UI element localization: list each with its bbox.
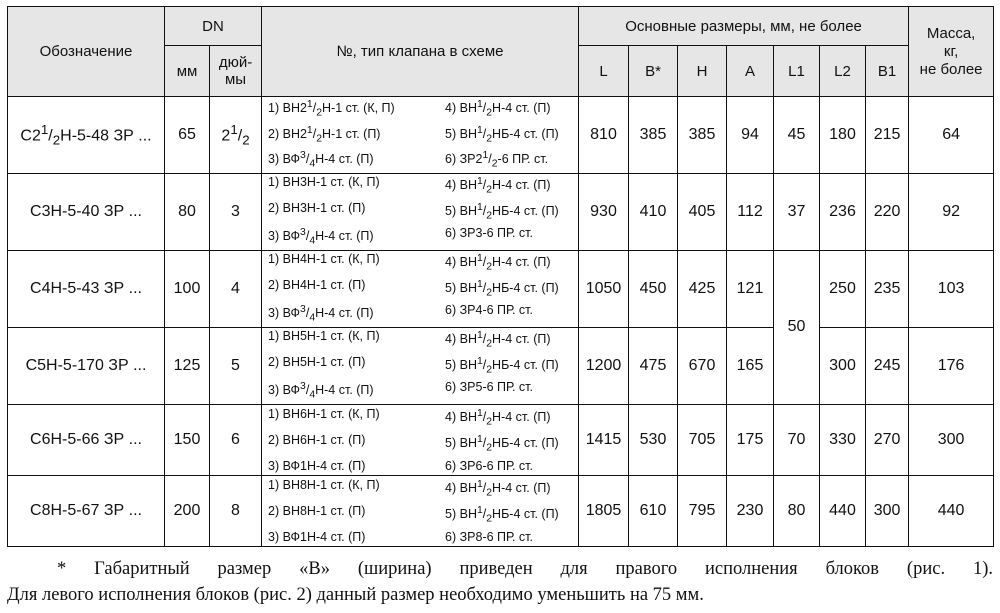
header-designation: Обозначение (8, 7, 165, 97)
valve-item: 4) $ВН^1/_2Н-4$ ст. (П) (445, 408, 551, 428)
cell-B: 610 (629, 475, 678, 546)
cell-B1: 215 (866, 97, 909, 174)
cell-valves (262, 404, 579, 475)
cell-B1: 300 (866, 475, 909, 546)
table-row (8, 97, 994, 174)
header-valve-type: №, тип клапана в схеме (262, 7, 579, 97)
valve-item: 1) $ВН2^1/_2Н-1$ ст. (К, П) (268, 99, 395, 119)
cell-B: 450 (629, 250, 678, 327)
cell-H: 425 (678, 250, 727, 327)
valve-item: 4) $ВН^1/_2Н-4$ ст. (П) (445, 252, 551, 273)
cell-H: 670 (678, 327, 727, 404)
valve-item: 5) $ВН^1/_2НБ-4$ ст. (П) (445, 504, 559, 525)
cell-L2: 440 (820, 475, 866, 546)
cell-B: 530 (629, 404, 678, 475)
valve-item: 2) ВН6Н-1 ст. (П) (268, 432, 366, 447)
valve-item: 6) ЗР6-6 ПР. ст. (445, 458, 533, 473)
cell-L1: 45 (774, 97, 820, 174)
header-dim-B: B* (629, 46, 678, 97)
cell-H: 385 (678, 97, 727, 174)
header-dim-H: H (678, 46, 727, 97)
cell-L2: 250 (820, 250, 866, 327)
cell-L1: 80 (774, 475, 820, 546)
header-dn-mm: мм (165, 46, 210, 97)
cell-L1: 50 (774, 250, 820, 404)
valve-item: 2) ВН3Н-1 ст. (П) (268, 200, 366, 215)
valve-item: 5) $ВН^1/_2НБ-4$ ст. (П) (445, 278, 559, 299)
valve-item: 1) ВН4Н-1 ст. (К, П) (268, 251, 380, 266)
cell-A: 112 (727, 173, 774, 250)
valve-item: 2) ВН5Н-1 ст. (П) (268, 354, 366, 369)
cell-mass: 440 (909, 475, 994, 546)
cell-A: 165 (727, 327, 774, 404)
header-dn-inch: дюй- мы (210, 46, 262, 97)
cell-L2: 236 (820, 173, 866, 250)
cell-designation: С6Н-5-66 ЗР ... (8, 404, 165, 475)
valve-item: 5) $ВН^1/_2НБ-4$ ст. (П) (445, 124, 559, 145)
cell-B1: 270 (866, 404, 909, 475)
cell-dn-mm: 200 (165, 475, 210, 546)
valve-item: 1) ВН3Н-1 ст. (К, П) (268, 174, 380, 189)
header-dim-L2: L2 (820, 46, 866, 97)
footnote-line-2: Для левого исполнения блоков (рис. 2) данный размер необходимо уменьшить на 75 мм. (7, 585, 704, 605)
cell-A: 94 (727, 97, 774, 174)
cell-L2: 180 (820, 97, 866, 174)
valve-item: 6) ЗР8-6 ПР. ст. (445, 529, 533, 544)
valve-item: 3) $ВФ^3/_4Н-4$ ст. (П) (268, 304, 374, 324)
valve-item: 6) ЗР3-6 ПР. ст. (445, 226, 533, 241)
cell-mass: 176 (909, 327, 994, 404)
cell-A: 230 (727, 475, 774, 546)
cell-B1: 235 (866, 250, 909, 327)
cell-dn-inch: $2^1/_2$ (210, 97, 262, 174)
cell-B: 385 (629, 97, 678, 174)
valve-item: 4) $ВН^1/_2Н-4$ ст. (П) (445, 329, 551, 350)
cell-L2: 300 (820, 327, 866, 404)
valve-item: 1) ВН5Н-1 ст. (К, П) (268, 328, 380, 343)
header-dim-A: A (727, 46, 774, 97)
table-row (8, 250, 994, 327)
valve-item: 5) $ВН^1/_2НБ-4$ ст. (П) (445, 355, 559, 376)
cell-H: 405 (678, 173, 727, 250)
cell-dn-inch: 3 (210, 173, 262, 250)
valve-item: 3) ВФ1Н-4 ст. (П) (268, 529, 366, 544)
header-dim-L1: L1 (774, 46, 820, 97)
header-main-dims: Основные размеры, мм, не более (579, 7, 909, 46)
cell-designation: С8Н-5-67 ЗР ... (8, 475, 165, 546)
cell-L: 930 (579, 173, 629, 250)
valve-item: 6) $ЗР2^1/_2-6$ ПР. ст. (445, 150, 549, 170)
valve-item: 6) ЗР4-6 ПР. ст. (445, 303, 533, 318)
cell-valves (262, 173, 579, 250)
cell-mass: 103 (909, 250, 994, 327)
cell-dn-mm: 65 (165, 97, 210, 174)
table-row (8, 173, 994, 250)
cell-designation: С3Н-5-40 ЗР ... (8, 173, 165, 250)
cell-A: 121 (727, 250, 774, 327)
cell-valves (262, 97, 579, 174)
valve-item: 2) ВН8Н-1 ст. (П) (268, 503, 366, 518)
table-body (8, 97, 994, 547)
cell-dn-inch: 4 (210, 250, 262, 327)
cell-L: 810 (579, 97, 629, 174)
header-dim-L: L (579, 46, 629, 97)
cell-L1: 37 (774, 173, 820, 250)
valve-item: 4) $ВН^1/_2Н-4$ ст. (П) (445, 99, 551, 119)
cell-L: 1200 (579, 327, 629, 404)
cell-valves (262, 250, 579, 327)
table-row (8, 327, 994, 404)
cell-valves (262, 475, 579, 546)
cell-designation: С5Н-5-170 ЗР ... (8, 327, 165, 404)
valve-item: 1) ВН8Н-1 ст. (К, П) (268, 478, 380, 493)
cell-B1: 220 (866, 173, 909, 250)
cell-B: 410 (629, 173, 678, 250)
cell-H: 705 (678, 404, 727, 475)
cell-B1: 245 (866, 327, 909, 404)
valve-item: 3) $ВФ^3/_4Н-4$ ст. (П) (268, 381, 374, 401)
cell-designation: С4Н-5-43 ЗР ... (8, 250, 165, 327)
cell-L: 1415 (579, 404, 629, 475)
valve-item: 4) $ВН^1/_2Н-4$ ст. (П) (445, 479, 551, 499)
table-row (8, 475, 994, 546)
cell-H: 795 (678, 475, 727, 546)
valve-item: 1) ВН6Н-1 ст. (К, П) (268, 407, 380, 422)
footnote-line-1: * Габаритный размер «В» (ширина) приведен для правого исполнения блоков (рис. 1). (57, 559, 993, 579)
spec-table (7, 6, 994, 547)
cell-mass: 64 (909, 97, 994, 174)
cell-L1: 70 (774, 404, 820, 475)
valve-item: 3) $ВФ^3/_4Н-4$ ст. (П) (268, 227, 374, 247)
valve-item: 2) $ВН2^1/_2Н-1$ ст. (П) (268, 124, 381, 145)
header-dn: DN (165, 7, 262, 46)
cell-L2: 330 (820, 404, 866, 475)
valve-item: 5) $ВН^1/_2НБ-4$ ст. (П) (445, 433, 559, 454)
cell-mass: 300 (909, 404, 994, 475)
cell-mass: 92 (909, 173, 994, 250)
cell-dn-mm: 80 (165, 173, 210, 250)
cell-dn-mm: 100 (165, 250, 210, 327)
cell-L: 1050 (579, 250, 629, 327)
valve-item: 3) $ВФ^3/_4Н-4$ ст. (П) (268, 150, 374, 170)
cell-A: 175 (727, 404, 774, 475)
valve-item: 4) $ВН^1/_2Н-4$ ст. (П) (445, 175, 551, 196)
cell-valves (262, 327, 579, 404)
footnote (7, 556, 993, 608)
cell-L: 1805 (579, 475, 629, 546)
cell-dn-inch: 5 (210, 327, 262, 404)
cell-designation: $С2^1/_2Н-5-48$ ЗР ... (8, 97, 165, 174)
header-dim-B1: B1 (866, 46, 909, 97)
valve-item: 6) ЗР5-6 ПР. ст. (445, 380, 533, 395)
valve-item: 3) ВФ1Н-4 ст. (П) (268, 458, 366, 473)
valve-item: 5) $ВН^1/_2НБ-4$ ст. (П) (445, 201, 559, 222)
cell-B: 475 (629, 327, 678, 404)
table-row (8, 404, 994, 475)
cell-dn-mm: 150 (165, 404, 210, 475)
cell-dn-inch: 8 (210, 475, 262, 546)
header-mass: Масса, кг, не более (909, 7, 994, 97)
cell-dn-mm: 125 (165, 327, 210, 404)
valve-item: 2) ВН4Н-1 ст. (П) (268, 277, 366, 292)
cell-dn-inch: 6 (210, 404, 262, 475)
